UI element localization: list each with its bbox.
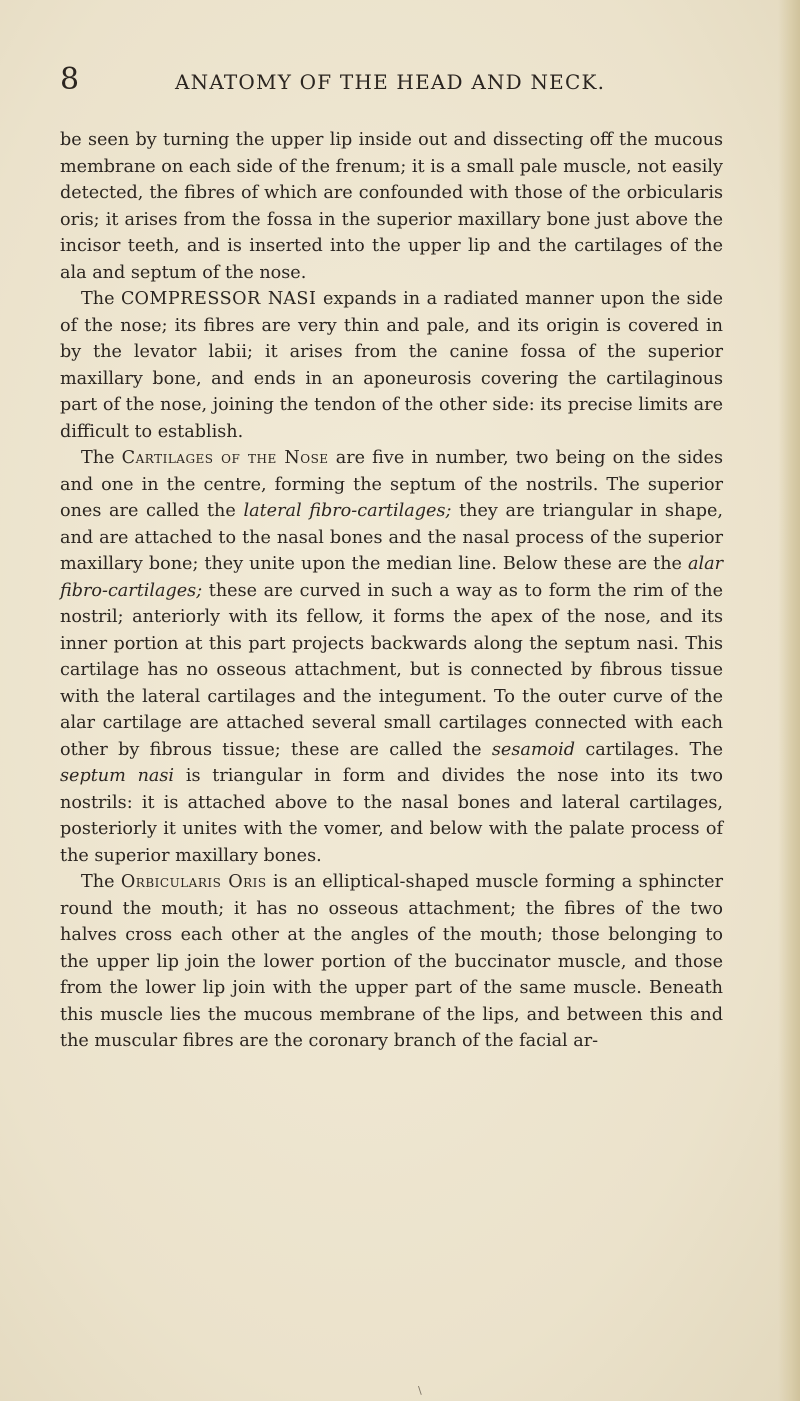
term-lateral-fibro-cartilages: lateral fibro-cartilages; <box>243 501 452 521</box>
paragraph-cartilages-of-nose <box>60 445 723 869</box>
page-edge-shadow <box>778 0 800 1401</box>
page-number: 8 <box>60 62 80 97</box>
paragraph-orbicularis-oris <box>60 869 723 1055</box>
paragraph-text: these are curved in such a way as to form the rim of the nostril; anteriorly with its fellow, it forms the apex of the nose, and its inner portion at this part projects backwards along the septum nasi. This cartilage has no osseous attachment, but is connected by fibrous tissue with the lateral cartilages and the integument. To the outer curve of the alar cartilage are attached several small cartilages connected with each other by fibrous tissue; these are called the <box>60 580 723 760</box>
paragraph-compressor-nasi <box>60 286 723 445</box>
paragraph-text: they are triangular in shape, and are attached to the nasal bones and the nasal process of the superior maxillary bone; they unite upon the median line. Below these are the <box>60 501 723 574</box>
term-sesamoid: sesamoid <box>491 739 576 760</box>
stray-pen-mark: \ <box>418 1384 422 1397</box>
paragraph-continuation <box>60 127 723 286</box>
running-head: ANATOMY OF THE HEAD AND NECK. <box>175 70 606 94</box>
term-septum-nasi: septum nasi <box>60 766 175 786</box>
paragraph-text: are five in number, two being on the sides and one in the centre, forming the septum of the nostrils. The superior ones are called the <box>60 448 723 521</box>
paragraph-intro: The <box>81 448 122 468</box>
section-heading-compressor-nasi: COMPRESSOR NASI <box>121 289 317 309</box>
body-text <box>60 127 723 1055</box>
paragraph-text: is an elliptical-shaped muscle forming a sphincter round the mouth; it has no osseous attachment; the fibres of the two halves cross each other at the angles of the mouth; those belonging to the upper lip join the lower portion of the buccinator muscle, and those from the lower lip join with the upper part of the same muscle. Beneath this muscle lies the mucous membrane of the lips, and between this and the muscular fibres are the coronary branch of the facial ar- <box>60 872 723 1051</box>
paragraph-text: expands in a radiated manner upon the side of the nose; its fibres are very thin and pale, and its origin is covered in by the levator labii; it arises from the canine fossa of the superior maxillary bone, and ends in an aponeurosis covering the cartilaginous part of the nose, joining the tendon of the other side: its precise limits are difficult to establish. <box>60 289 723 442</box>
term-alar-fibro-cartilages: alar fibro-cartilages; <box>60 554 723 601</box>
paragraph-text: be seen by turning the upper lip inside out and dissecting off the mucous membrane on each side of the frenum; it is a small pale muscle, not easily detected, the fibres of which are confounded with those of the orbicularis oris; it arises from the fossa in the superior maxillary bone just above the incisor teeth, and is inserted into the upper lip and the cartilages of the ala and septum of the nose. <box>60 130 723 283</box>
section-heading-cartilages: Cartilages of the Nose <box>121 448 329 468</box>
paragraph-text: cartilages. The <box>575 739 723 760</box>
paragraph-intro: The <box>81 289 121 309</box>
page-header <box>60 60 740 104</box>
section-heading-orbicularis-oris: Orbicularis Oris <box>120 872 267 892</box>
paragraph-intro: The <box>81 872 121 892</box>
paragraph-text: is triangular in form and divides the nose into its two nostrils: it is attached above to the nasal bones and lateral cartilages, posteriorly it unites with the vomer, and below with the palate process of the superior maxillary bones. <box>60 766 723 866</box>
